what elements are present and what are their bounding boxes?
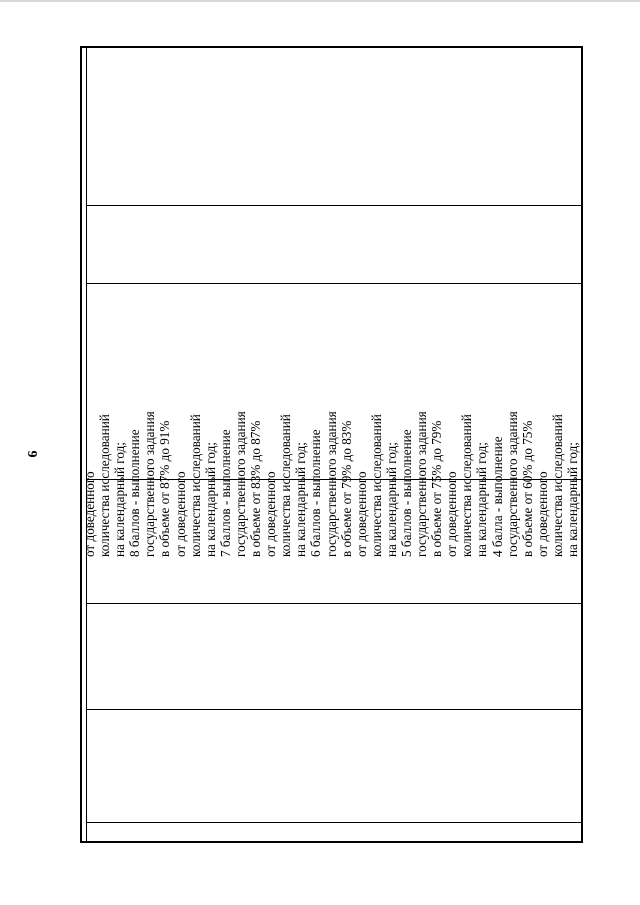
criteria-line: количества исследований [549,414,565,557]
criteria-line: 5 баллов - выполнение [398,429,414,557]
criteria-line: на календарный год; [293,442,309,557]
criteria-line: на календарный год; [383,442,399,557]
criteria-line: количества исследований [368,414,384,557]
row-divider-4 [86,603,583,604]
criteria-line: 7 баллов - выполнение [217,429,233,557]
criteria-line: на календарный год; [202,442,218,557]
criteria-line: в объеме от 60% до 75% [519,420,535,557]
criteria-line: в объеме от 87% до 91% [157,420,173,557]
criteria-line: 8 баллов - выполнение [127,429,143,557]
criteria-line: на календарный год; [474,442,490,557]
criteria-line: государственного задания [414,411,430,557]
table-border-top [80,46,583,48]
criteria-line: на календарный год; [565,442,580,557]
criteria-line: от доведенного [82,471,97,557]
criteria-text [82,367,582,557]
criteria-line: количества исследований [97,414,113,557]
criteria-line: количества исследований [278,414,294,557]
criteria-line: государственного задания [323,411,339,557]
table-border-bottom [80,841,583,843]
criteria-line: в объеме от 75% до 79% [429,420,445,557]
criteria-line: в объеме от 79% до 83% [338,420,354,557]
row-divider-2 [86,283,583,284]
criteria-line: от доведенного [444,471,460,557]
criteria-line: от доведенного [353,471,369,557]
criteria-line: от доведенного [534,471,550,557]
scan-edge [0,0,640,2]
row-divider-6 [86,822,583,823]
criteria-line: государственного задания [232,411,248,557]
row-divider-1 [86,205,583,206]
criteria-line: государственного задания [142,411,158,557]
criteria-line: от доведенного [172,471,188,557]
criteria-line: 4 балла - выполнение [489,436,505,557]
criteria-line: 6 баллов - выполнение [308,429,324,557]
criteria-line: количества исследований [187,414,203,557]
criteria-line: от доведенного [263,471,279,557]
criteria-line: в объеме от 83% до 87% [248,420,264,557]
criteria-line: количества исследований [459,414,475,557]
page-number: 6 [26,450,41,458]
criteria-line: государственного задания [504,411,520,557]
criteria-line: на календарный год; [112,442,128,557]
row-divider-5 [86,709,583,710]
